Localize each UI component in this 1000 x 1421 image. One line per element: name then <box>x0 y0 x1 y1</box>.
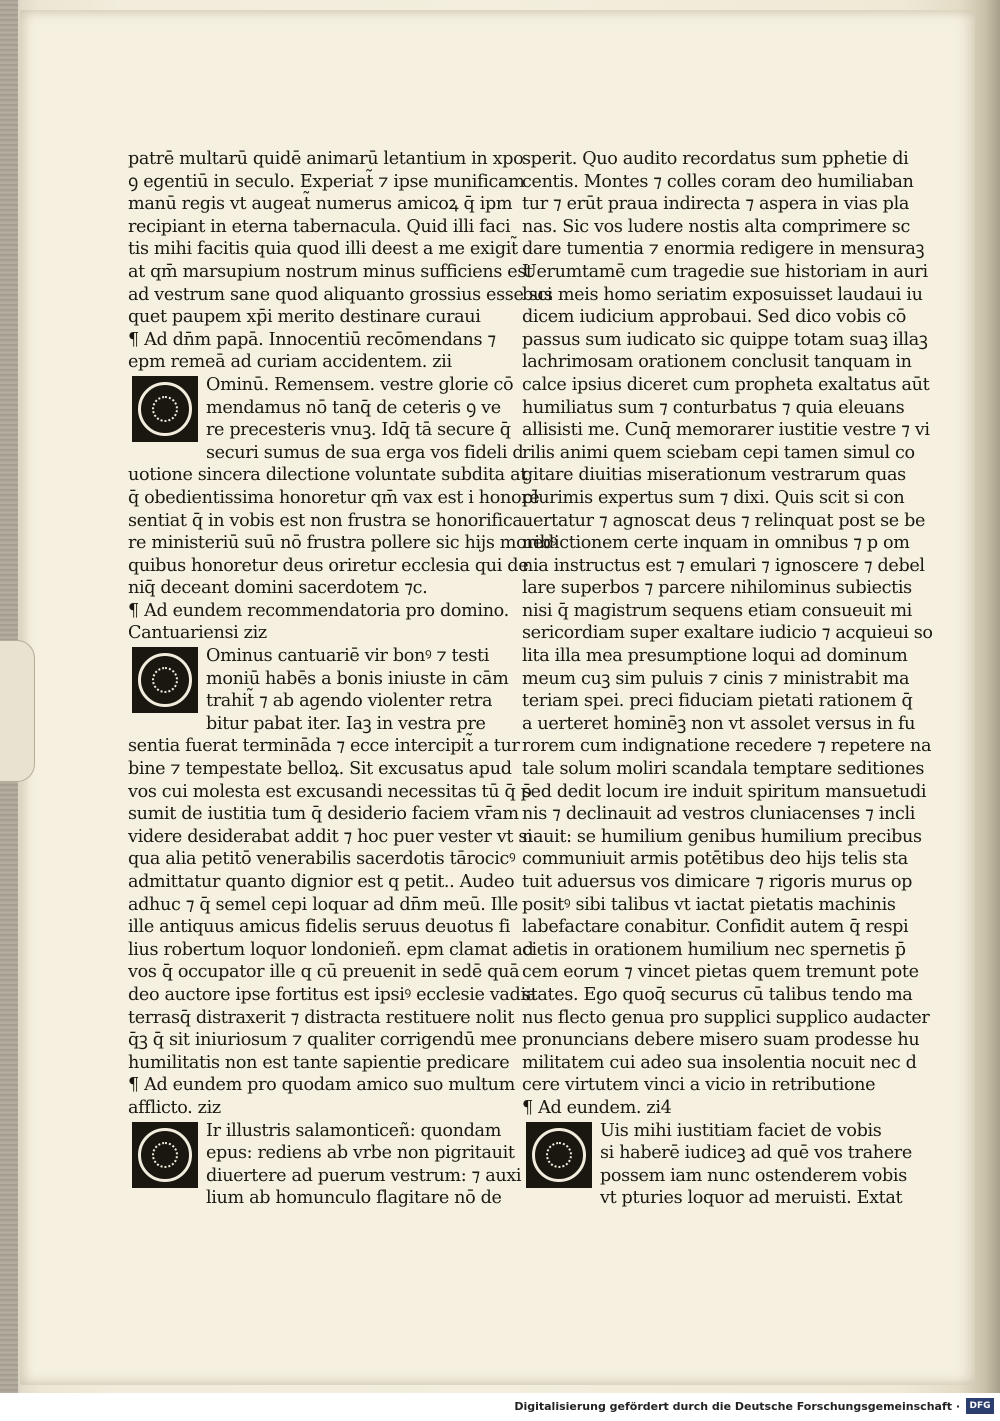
initial-text <box>206 374 523 464</box>
text-line: sed dedit locum ire induit spiritum mansuetudi <box>522 781 927 802</box>
text-line: bitur pabat iter. Iaꝫ in vestra pre <box>206 713 486 734</box>
text-line: states. Ego quoq̄ securus cū talibus tendo ma <box>522 984 913 1005</box>
text-line: quibus honoretur deus oriretur ecclesia qui de <box>128 555 529 576</box>
text-line: sentia fuerat termināda ⁊ ecce intercipit̃ a tur <box>128 736 520 757</box>
decorated-initial-v <box>132 1122 198 1188</box>
text-line: re ministeriū suū nō frustra pollere sic hijs moribꝰ <box>128 533 557 554</box>
text-line: a uerteret hominēꝫ non vt assolet versus in fu <box>522 713 916 734</box>
text-line: vt pturies loquor ad meruisti. Extat <box>600 1188 903 1209</box>
decorated-initial-q <box>526 1122 592 1188</box>
text-line: bine ⁊ tempestate belloꝝ. Sit excusatus apud <box>128 759 512 780</box>
text-line: labefactare conabitur. Confidit autem q̄ respi <box>522 917 909 938</box>
left-para-2 <box>128 464 557 600</box>
text-line: adhuc ⁊ q̄ semel cepi loquar ad dn̄m meū. Ille <box>128 894 518 915</box>
text-line: afflicto. ziz <box>128 1097 221 1118</box>
text-line: dare tumentia ⁊ enormia redigere in mensuraꝫ <box>522 239 925 260</box>
text-line: plurimis expertus sum ⁊ dixi. Quis scit si con <box>522 487 905 508</box>
text-line: centis. Montes ⁊ colles coram deo humiliaban <box>522 171 914 192</box>
text-line: Cantuariensi ziz <box>128 623 267 644</box>
text-line: epus: rediens ab vrbe non pigritauit <box>206 1143 515 1164</box>
initial-text <box>206 1120 521 1210</box>
text-line: nedictionem certe inquam in omnibus ⁊ p om <box>522 533 910 554</box>
text-line: rilis animi quem sciebam cepi tamen simul co <box>522 442 915 463</box>
text-line: ¶ Ad eundem recommendatoria pro domino. <box>128 600 509 621</box>
text-line: lachrimosam orationem conclusit tanquam in <box>522 352 912 373</box>
text-line: qua alia petitō venerabilis sacerdotis tārocicꝰ <box>128 849 516 870</box>
left-initial-block-3 <box>128 1120 522 1210</box>
text-line: terrasq̄ distraxerit ⁊ distracta restituere nolit <box>128 1007 515 1028</box>
text-line: sperit. Quo audito recordatus sum pphetie di <box>522 149 909 169</box>
text-line: deo auctore ipse fortitus est ipsiꝰ ecclesie vadia <box>128 984 536 1005</box>
text-line: positꝰ sibi talibus vt iactat pietatis machinis <box>522 894 896 915</box>
text-line: niq̄ deceant domini sacerdotem ⁊c. <box>128 578 428 599</box>
text-line: lita illa mea presumptione loqui ad dominum <box>522 646 908 667</box>
text-line: re precesteris vnuꝫ. Idq̄ tā secure q̄ <box>206 420 511 441</box>
text-line: nauit: se humilium genibus humilium precibus <box>522 826 922 847</box>
text-line: cere virtutem vinci a vicio in retributione <box>522 1075 876 1096</box>
dfg-logo-icon: DFG <box>966 1398 994 1414</box>
text-line: lium ab homunculo flagitare nō de <box>206 1188 502 1209</box>
text-line: manū regis vt augeat̃ numerus amicoꝝ q̄ ipm <box>128 194 513 215</box>
left-initial-block-2 <box>128 645 509 735</box>
text-line: q̄ꝫ q̄ sit iniuriosum ⁊ qualiter corrigendū mee <box>128 1030 517 1051</box>
text-line: gitare diuitias miserationum vestrarum quas <box>522 465 906 486</box>
funding-credit: Digitalisierung gefördert durch die Deutsche Forschungsgemeinschaft · <box>514 1400 960 1413</box>
left-para-1 <box>128 148 553 329</box>
text-line: uertatur ⁊ agnoscat deus ⁊ relinquat post se be <box>522 510 926 531</box>
text-line: admittatur quanto dignior est q petit.. Audeo <box>128 872 515 892</box>
text-line: possem iam nunc ostenderem vobis <box>600 1165 907 1186</box>
text-line: diuertere ad puerum vestrum: ⁊ auxi <box>206 1165 522 1186</box>
text-line: Uis mihi iustitiam faciet de vobis <box>600 1120 882 1141</box>
text-line: si haberē iudiceꝫ ad quē vos trahere <box>600 1143 912 1164</box>
text-line: at qm̄ marsupium nostrum minus sufficiens est <box>128 261 533 282</box>
text-line: communiuit armis potētibus deo hijs telis sta <box>522 849 908 870</box>
text-line: tale solum moliri scandala temptare seditiones <box>522 759 925 780</box>
decorated-initial-d <box>132 647 198 713</box>
text-line: teriam spei. preci fiduciam pietati rationem q̄ <box>522 691 913 712</box>
text-line: vos q̄ occupator ille q cū preuenit in sedē quā <box>128 962 520 983</box>
right-initial-block-1 <box>522 1120 912 1210</box>
text-line: Ir illustris salamonticeñ: quondam <box>206 1120 502 1141</box>
text-line: pronuncians debere misero suam prodesse hu <box>522 1030 920 1051</box>
text-line: nia instructus est ⁊ emulari ⁊ ignoscere ⁊ debel <box>522 555 925 576</box>
text-line: Uerumtamē cum tragedie sue historiam in auri <box>522 261 928 282</box>
text-line: videre desiderabat addit ⁊ hoc puer vester vt si <box>128 826 533 847</box>
text-line: tuit aduersus vos dimicare ⁊ rigoris murus op <box>522 872 913 892</box>
text-line: trahit̃ ⁊ ab agendo violenter retra <box>206 691 493 712</box>
left-heading-3 <box>128 1074 515 1119</box>
text-line: mendamus nō tanq̄ de ceteris ꝯ ve <box>206 397 501 418</box>
text-line: nisi q̄ magistrum sequens etiam consueuit mi <box>522 600 912 621</box>
decorated-initial-d <box>132 376 198 442</box>
text-line: humiliatus sum ⁊ conturbatus ⁊ quia eleuans <box>522 397 905 418</box>
text-line: recipiant in eterna tabernacula. Quid illi faci <box>128 216 511 237</box>
text-line: Ominus cantuariē vir bonꝰ ⁊ testi <box>206 646 490 667</box>
text-line: nas. Sic vos ludere nostis alta comprimere sc <box>522 216 910 237</box>
text-line: sericordiam super exaltare iudicio ⁊ acquieui so <box>522 623 933 644</box>
initial-text <box>600 1120 912 1210</box>
text-line: tis mihi facitis quia quod illi deest a me exigit̃ <box>128 239 518 260</box>
text-line: passus sum iudicato sic quippe totam suaꝫ illaꝫ <box>522 329 928 350</box>
text-line: moniū habēs a bonis iniuste in cām <box>206 668 509 689</box>
text-line: securi sumus de sua erga vos fideli d <box>206 442 524 463</box>
text-line: Ominū. Remensem. vestre glorie cō <box>206 374 514 395</box>
left-heading-2 <box>128 600 509 645</box>
text-line: ¶ Ad eundem pro quodam amico suo multum <box>128 1075 515 1096</box>
text-line: meum cuꝫ sim puluis ⁊ cinis ⁊ ministrabit ma <box>522 668 910 689</box>
text-line: tur ⁊ erūt praua indirecta ⁊ aspera in vias pla <box>522 194 909 215</box>
initial-text <box>206 645 509 735</box>
text-line: uotione sincera dilectione voluntate subdita at <box>128 465 527 486</box>
text-line: sentiat q̄ in vobis est non frustra se honorifica <box>128 510 523 531</box>
right-para-1 <box>522 148 933 1097</box>
text-line: patrē multarū quidē animarū letantium in xpo <box>128 149 524 169</box>
text-line: sumit de iustitia tum q̄ desiderio faciem vr̄am <box>128 804 519 825</box>
text-line: allisisti me. Cunq̄ memorarer iustitie vestre ⁊ vi <box>522 420 930 441</box>
text-line: calce ipsius diceret cum propheta exaltatus aūt <box>522 374 930 395</box>
text-line: nus flecto genua pro supplici supplico audacter <box>522 1007 930 1028</box>
text-line: lius robertum loquor londonieñ. epm clamat ad <box>128 939 534 960</box>
text-line: humilitatis non est tante sapientie predicare <box>128 1052 510 1073</box>
right-heading-1 <box>522 1097 904 1120</box>
text-line: dicem iudicium approbaui. Sed dico vobis cō <box>522 307 906 328</box>
text-line: militatem cui adeo sua insolentia nocuit nec d <box>522 1052 917 1073</box>
text-line: quet paupem xp̄i merito destinare curaui <box>128 307 481 328</box>
text-line: cietis in orationem humilium nec spernetis p̄ <box>522 939 906 960</box>
text-line: ille antiquus amicus fidelis seruus deuotus fi <box>128 917 511 938</box>
text-line: q̄ obedientissima honoretur qm̄ vax est i honorē <box>128 487 540 508</box>
text-line: cem eorum ⁊ vincet pietas quem tremunt pote <box>522 962 919 983</box>
text-line: bus meis homo seriatim exposuisset laudaui iu <box>522 284 923 305</box>
left-text-column <box>128 148 557 1210</box>
text-line: ad vestrum sane quod aliquanto grossius esse sci <box>128 284 553 305</box>
digitization-footer <box>0 1393 1000 1421</box>
text-line: vos cui molesta est excusandi necessitas tū q̄ p̄ <box>128 781 532 802</box>
left-para-3 <box>128 735 536 1074</box>
text-line: lare superbos ⁊ parcere nihilominus subiectis <box>522 578 912 599</box>
text-line: rorem cum indignatione recedere ⁊ repetere na <box>522 736 932 757</box>
left-heading-1 <box>128 329 498 374</box>
text-line: ¶ Ad dn̄m papā. Innocentiū recōmendans ⁊ <box>128 329 496 350</box>
text-line: epm remeā ad curiam accidentem. zii <box>128 352 452 373</box>
text-line: nis ⁊ declinauit ad vestros cluniacenses ⁊ incli <box>522 804 916 825</box>
text-line: ꝯ egentiū in seculo. Experiat̃ ⁊ ipse munificam <box>128 171 525 192</box>
page-clip-tab <box>0 640 35 782</box>
text-line: ¶ Ad eundem. zi4 <box>522 1097 672 1118</box>
left-initial-block-1 <box>128 374 524 464</box>
right-text-column <box>522 148 933 1210</box>
